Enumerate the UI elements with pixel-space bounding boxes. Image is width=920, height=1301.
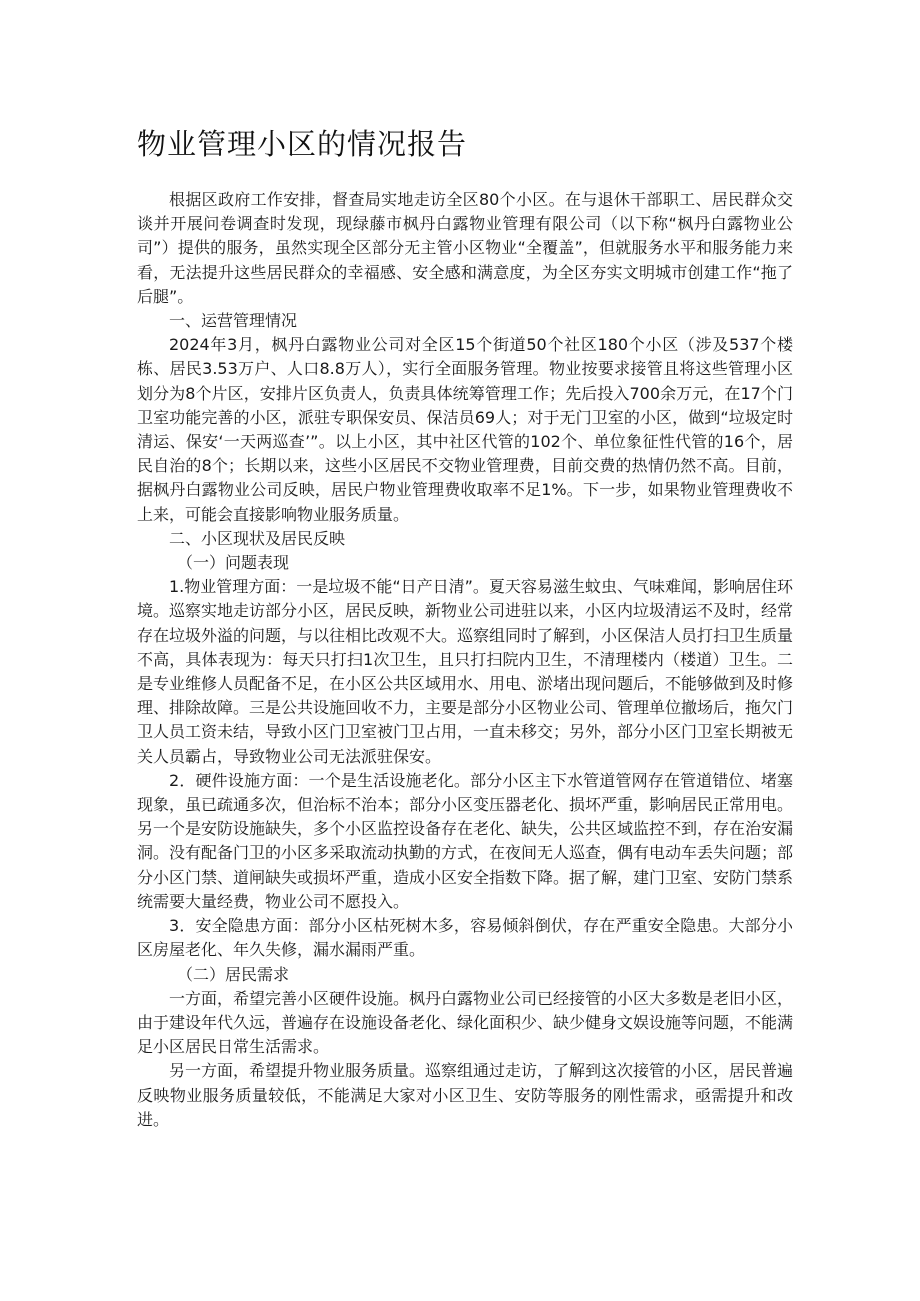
body-paragraph: 根据区政府工作安排，督查局实地走访全区80个小区。在与退休干部职工、居民群众交谈并开展问卷调查时发现，现绿藤市枫丹白露物业管理有限公司（以下称“枫丹白露物业公司”）提供的服务，虽然实现全区部分无主管小区物业“全覆盖”，但就服务水平和服务能力来看，无法提升这些居民群众的幸福感、安全感和满意度，为全区夯实文明城市创建工作“拖了后腿”。	[137, 190, 793, 306]
body-paragraph: 1.物业管理方面：一是垃圾不能“日产日清”。夏天容易滋生蚊虫、气味难闻，影响居住环境。巡察实地走访部分小区，居民反映，新物业公司进驻以来，小区内垃圾清运不及时，经常存在垃圾外溢的问题，与以往相比改观不大。巡察组同时了解到，小区保洁人员打扫卫生质量不高，具体表现为：每天只打扫1次卫生，且只打扫院内卫生，不清理楼内（楼道）卫生。二是专业维修人员配备不足，在小区公共区域用水、用电、淤堵出现问题后，不能够做到及时修理、排除故障。三是公共设施回收不力，主要是部分小区物业公司、管理单位撤场后，拖欠门卫人员工资未结，导致小区门卫室被门卫占用，一直未移交；另外，部分小区门卫室长期被无关人员霸占，导致物业公司无法派驻保安。	[137, 577, 794, 766]
body-paragraph: 3．安全隐患方面：部分小区枯死树木多，容易倾斜倒伏，存在严重安全隐患。大部分小区房屋老化、年久失修，漏水漏雨严重。	[137, 916, 793, 960]
body-paragraph: 2024年3月，枫丹白露物业公司对全区15个街道50个社区180个小区（涉及537个楼栋、居民3.53万户、人口8.8万人），实行全面服务管理。物业按要求接管且将这些管理小区划分为8个片区，安排片区负责人，负责具体统筹管理工作；先后投入700余万元，在17个门卫室功能完善的小区，派驻专职保安员、保洁员69人；对于无门卫室的小区，做到“垃圾定时清运、保安‘一天两巡查’”。以上小区，其中社区代管的102个、单位象征性代管的16个，居民自治的8个；长期以来，这些小区居民不交物业管理费，目前交费的热情仍然不高。目前，据枫丹白露物业公司反映，居民户物业管理费收取率不足1%。下一步，如果物业管理费收不上来，可能会直接影响物业服务质量。	[137, 335, 793, 524]
document-body	[137, 188, 793, 1132]
section-heading: 一、运营管理情况	[169, 311, 298, 331]
body-paragraph: 2．硬件设施方面：一个是生活设施老化。部分小区主下水管道管网存在管道错位、堵塞现象，虽已疏通多次，但治标不治本；部分小区变压器老化、损坏严重，影响居民正常用电。另一个是安防设施缺失，多个小区监控设备存在老化、缺失，公共区域监控不到，存在治安漏洞。没有配备门卫的小区多采取流动执勤的方式，在夜间无人巡查，偶有电动车丢失问题；部分小区门禁、道闸缺失或损坏严重，造成小区安全指数下降。据了解，建门卫室、安防门禁系统需要大量经费，物业公司不愿投入。	[137, 770, 794, 911]
subsection-heading: （一）问题表现	[177, 553, 290, 573]
body-paragraph: 另一方面，希望提升物业服务质量。巡察组通过走访，了解到这次接管的小区，居民普遍反映物业服务质量较低，不能满足大家对小区卫生、安防等服务的刚性需求，亟需提升和改进。	[137, 1061, 794, 1129]
subsection-heading: （二）居民需求	[177, 964, 290, 984]
document-title: 物业管理小区的情况报告	[137, 127, 468, 161]
body-paragraph: 一方面，希望完善小区硬件设施。枫丹白露物业公司已经接管的小区大多数是老旧小区，由于建设年代久远，普遍存在设施设备老化、绿化面积少、缺少健身文娱设施等问题，不能满足小区居民日常生活需求。	[137, 988, 794, 1057]
document-page	[137, 120, 793, 1132]
section-heading: 二、小区现状及居民反映	[169, 528, 346, 548]
